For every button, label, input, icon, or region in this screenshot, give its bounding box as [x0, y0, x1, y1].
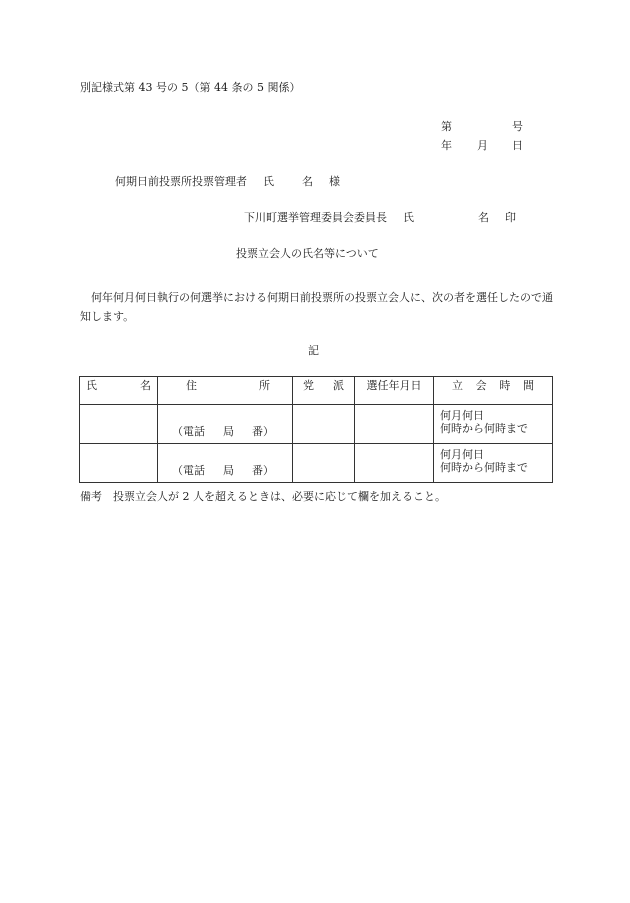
date-month: 月 [477, 139, 488, 152]
date-day: 日 [512, 139, 523, 152]
footnote: 備考 投票立会人が 2 人を超えるときは、必要に応じて欄を加えること。 [80, 490, 446, 503]
table-row [80, 444, 553, 483]
date-year: 年 [441, 139, 452, 152]
sender-name-suffix: 名 [478, 211, 489, 224]
seal-mark: 印 [505, 211, 516, 224]
members-table [79, 376, 553, 483]
form-reference: 別記様式第 43 号の 5（第 44 条の 5 関係） [80, 81, 301, 94]
cell-attendance-time: 何月何日 何時から何時まで [434, 444, 553, 483]
cell-appointment-date [355, 405, 434, 444]
addressee-name-suffix: 名 [302, 175, 313, 188]
addressee [115, 175, 340, 189]
sender-name-prefix: 氏 [403, 211, 414, 224]
cell-party [293, 444, 355, 483]
table-header-row [80, 377, 553, 405]
addressee-name-prefix: 氏 [263, 175, 274, 188]
header-name: 氏 名 [80, 377, 158, 405]
cell-appointment-date [355, 444, 434, 483]
cell-address [158, 444, 293, 483]
table-row [80, 405, 553, 444]
addressee-honorific: 様 [329, 175, 340, 188]
header-party: 党 派 [293, 377, 355, 405]
cell-name [80, 405, 158, 444]
sender-title: 下川町選挙管理委員会委員長 [244, 211, 387, 224]
document-number-prefix: 第 [441, 120, 452, 133]
phone-label: （電話 局 番） [172, 425, 274, 438]
header-attendance-time: 立 会 時 間 [434, 377, 553, 405]
addressee-title: 何期日前投票所投票管理者 [115, 175, 247, 188]
ki-heading: 記 [308, 344, 319, 357]
cell-name [80, 444, 158, 483]
subject-heading: 投票立会人の氏名等について [236, 247, 379, 260]
cell-party [293, 405, 355, 444]
cell-address [158, 405, 293, 444]
phone-label: （電話 局 番） [172, 464, 274, 477]
header-address: 住 所 [158, 377, 293, 405]
sender [244, 211, 516, 225]
document-number-suffix: 号 [512, 120, 523, 133]
body-text: 何年何月何日執行の何選挙における何期日前投票所の投票立会人に、次の者を選任したので通知します。 [80, 291, 553, 323]
cell-attendance-time: 何月何日 何時から何時まで [434, 405, 553, 444]
header-appointment-date: 選任年月日 [355, 377, 434, 405]
